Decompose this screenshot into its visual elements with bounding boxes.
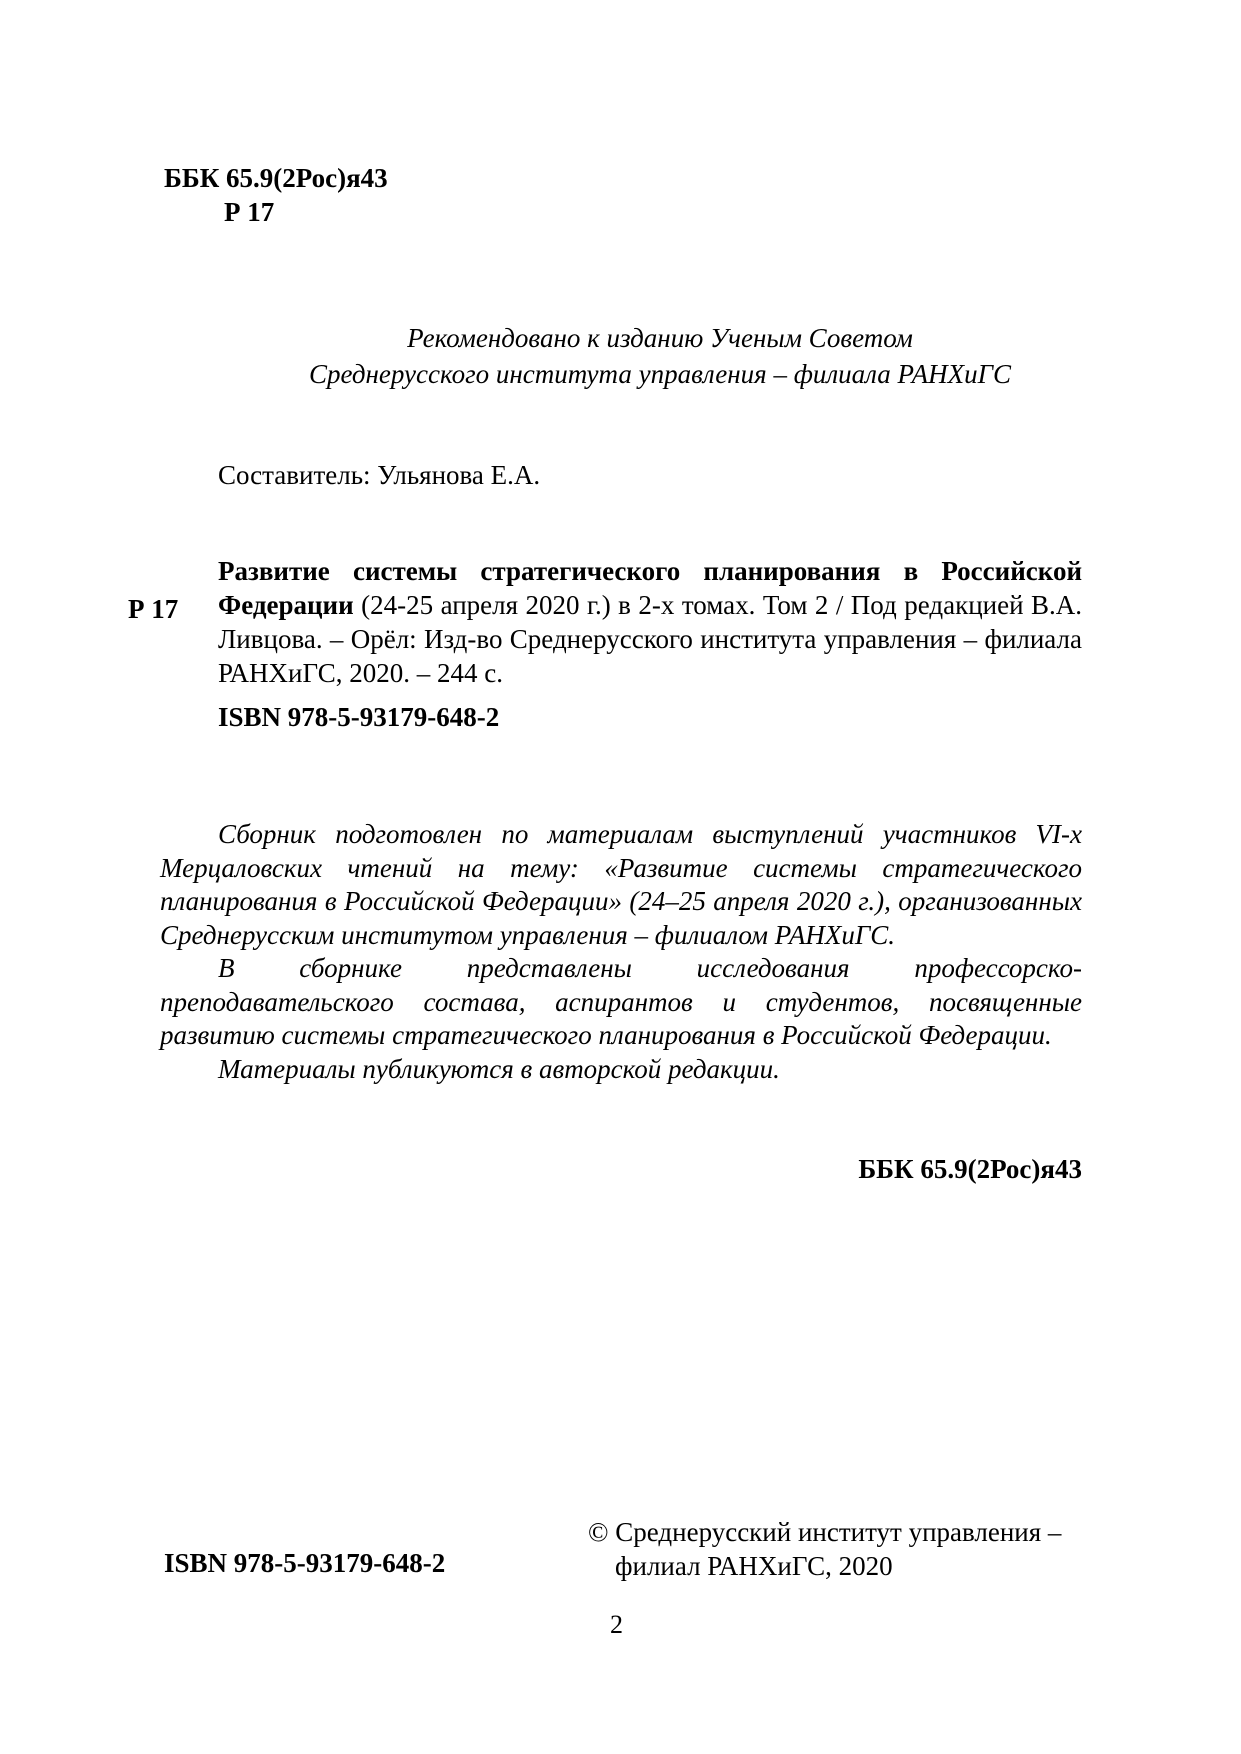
author-mark-side: Р 17: [128, 594, 179, 624]
book-title: Развитие системы стратегического планирования в Российской Федерации: [218, 556, 1082, 620]
bbk-classification-bottom: ББК 65.9(2Рос)я43: [858, 1154, 1082, 1184]
recommendation-line-2: Среднерусского института управления – филиала РАНХиГС: [309, 359, 1011, 389]
recommendation-block: [160, 320, 1160, 392]
abstract-paragraph-3: Материалы публикуются в авторской редакции.: [218, 1053, 780, 1084]
copyright-line-1: © Среднерусский институт управления –: [588, 1517, 1062, 1547]
page-number: 2: [610, 1610, 623, 1639]
abstract-block: [160, 818, 1082, 1086]
copyright-line-2: филиал РАНХиГС, 2020: [615, 1551, 893, 1581]
compiler-line: Составитель: Ульянова Е.А.: [218, 460, 541, 490]
author-mark-top: Р 17: [224, 197, 275, 227]
bbk-classification-top: ББК 65.9(2Рос)я43: [164, 163, 388, 193]
abstract-paragraph-1: Сборник подготовлен по материалам выступлений участников VI-х Мерцаловских чтений на тему: «Развитие системы стратегического планирования в Российской Федерации» (24–25 апреля 2020 г.), организованных Среднерусским институтом управления – филиалом РАНХиГС.: [160, 819, 1082, 950]
isbn-middle: ISBN 978-5-93179-648-2: [218, 702, 500, 732]
isbn-bottom: ISBN 978-5-93179-648-2: [164, 1548, 446, 1578]
copyright-notice: [588, 1515, 1061, 1583]
recommendation-line-1: Рекомендовано к изданию Ученым Советом: [407, 323, 913, 353]
bibliographic-details: (24-25 апреля 2020 г.) в 2-х томах. Том 2 / Под редакцией В.А. Ливцова. – Орёл: Изд-во Среднерусского института управления – филиала РАНХиГС, 2020. – 244 с.: [218, 590, 1082, 688]
abstract-paragraph-2: В сборнике представлены исследования профессорско-преподавательского состава, аспирантов и студентов, посвященные развитию системы стратегического планирования в Российской Федерации.: [160, 953, 1082, 1050]
bibliographic-description: [218, 554, 1082, 690]
